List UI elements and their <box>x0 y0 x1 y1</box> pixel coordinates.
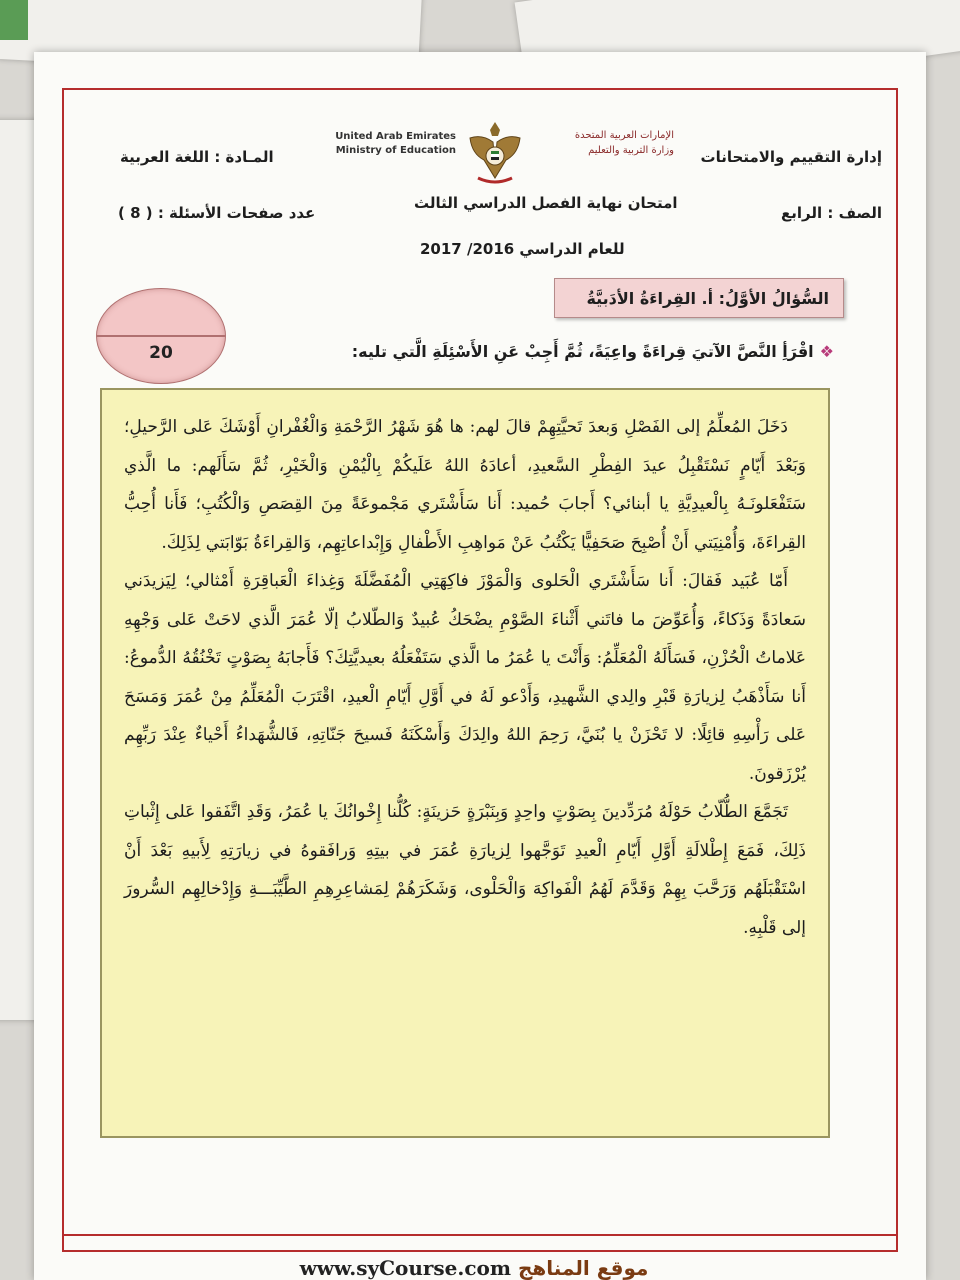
background-folder <box>0 0 28 40</box>
pages-count: عدد صفحات الأسئلة : ( 8 ) <box>118 204 316 222</box>
instruction <box>314 342 834 361</box>
academic-year: للعام الدراسي 2016/ 2017 <box>420 240 625 258</box>
passage-paragraph: تَجَمَّعَ الطُّلّابُ حَوْلَهُ مُرَدِّدينَ بِصَوْتٍ واحِدٍ وَبِنَبْرَةٍ حَزينَةٍ: كُلُّنا إِخْوانُكَ يا عُمَرُ، وَقَدِ اتَّفَقوا عَلى إِثْباتِ ذَلِكَ، فَمَعَ إِطْلالَةِ أَوَّلِ أَيّامِ الْعيدِ تَوَجَّهوا لِزيارَةِ عُمَرَ في بيتِهِ وَرافَقوهُ في زيارَتِهِ لِأَبيهِ بَعْدَ أَنْ اسْتَقْبَلَهُم وَرَحَّبَ بِهِمْ وَقَدَّمَ لَهُمُ الْفَواكِهَ وَالْحَلْوى، وَشَكَرَهُمْ لِمَشاعِرِهِمِ الطَّيِّبَـــةِ وَإِدْخالِهِم السُّرورَ إلى قَلْبِهِ. <box>124 802 806 938</box>
footer <box>194 1256 754 1280</box>
score-box <box>96 288 226 384</box>
ministry-arabic: الإمارات العربية المتحدة وزارة التربية والتعليم <box>574 130 674 156</box>
score-divider <box>97 335 225 337</box>
grade-label: الصف : الرابع <box>781 204 882 222</box>
exam-page <box>34 52 926 1280</box>
subject-label: المـادة : اللغة العربية <box>120 148 274 166</box>
uae-emblem-icon <box>460 116 530 188</box>
diamond-bullet-icon: ❖ <box>819 342 834 361</box>
instruction-text: اقْرَأِ النَّصَّ الآتيَ قِراءَةً واعِيَةً، ثُمَّ أَجِبْ عَنِ الأَسْئِلَةِ الَّتي تليه: <box>351 342 814 361</box>
footer-site-name: موقع المناهج <box>518 1256 649 1280</box>
footer-divider <box>62 1234 898 1236</box>
passage-paragraph: أَمّا عُبَيد فَقالَ: أَنا سَأَشْتَري الْحَلوى وَالْمَوْزَ فاكِهَتِي الْمُفَضَّلَةَ وَغِذاءَ الْعَباقِرَةِ أَمْثالي؛ لِيَزيدَني سَعادَةً وَذَكاءً، وَأُعَوِّضَ ما فاتَني أَثْناءَ الصَّوْمِ يضْحَكُ عُبيدٌ وَالطّلابُ إلّا عُمَرَ الَّذي لاحَتْ عَلى وَجْهِهِ عَلاماتُ الْحُزْنِ، فَسَأَلَهُ الْمُعَلِّمُ: وَأَنْتَ يا عُمَرُ ما الَّذي سَتَفْعَلُهُ بعيديَّتِكَ؟ فَأَجابَهُ بِصَوْتٍ تَخْنُقُهُ الدُّموعُ: أَنا سَأَذْهَبُ لِزيارَةِ قَبْرِ والِدي الشَّهيدِ، وَأَدْعو لَهُ في أَوَّلِ أَيّامِ الْعيدِ، اقْتَرَبَ الْمُعَلِّمُ مِنْ عُمَرَ وَمَسَحَ عَلى رَأْسِهِ قائِلًا: لا تَحْزَنْ يا بُنَيَّ، رَحِمَ اللهُ والِدَكَ وَأَسْكَنَهُ فَسيحَ جَنّاتِهِ، فَالشُّهَداءُ أَحْياءٌ عِنْدَ رَبِّهِم يُرْزَقونَ. <box>124 571 806 784</box>
footer-url: www.syCourse.com <box>299 1256 512 1280</box>
score-value: 20 <box>149 343 173 363</box>
exam-title: امتحان نهاية الفصل الدراسي الثالث <box>414 194 678 212</box>
ministry-english: United Arab Emirates Ministry of Education <box>335 131 456 156</box>
org-name: إدارة التقييم والامتحانات <box>700 148 882 166</box>
question-title: السُّؤالُ الأوَّلُ: أ. القِراءَةُ الأدَبيَّةُ <box>554 278 844 318</box>
reading-passage <box>100 388 830 1138</box>
passage-paragraph: دَخَلَ المُعلِّمُ إلى الفَصْلِ وَبعدَ تَحيَّتِهِمْ قالَ لهم: ها هُوَ شَهْرُ الرَّحْمَةِ وَالْغُفْرانِ أَوْشَكَ عَلى الرَّحيلِ؛ وَبَعْدَ أَيّامٍ نَسْتَقْبِلُ عيدَ الفِطْرِ السَّعيدِ، أعادَهُ اللهُ عَلَيكُمْ بِالْيُمْنِ وَالْخَيْرِ، ثُمَّ سَأَلَهم: ما الَّذي سَتَفْعَلونَـهُ بِالْعيدِيَّةِ يا أبنائي؟ أَجابَ حُميد: أَنا سَأَشْتَري مَجْموعَةً مِنَ القِصَصِ وَالْكُتُبِ؛ فَأَنا أُحِبُّ القِراءَةَ، وَأُمْنِيَتي أَنْ أُصْبِحَ صَحَفِيًّا يَكْتُبُ عَنْ مَواهِبِ الأَطْفالِ وَإِبْداعاتِهِم، وَالقِراءَةُ بَوّابَتي لِذَلِكَ. <box>124 417 806 553</box>
